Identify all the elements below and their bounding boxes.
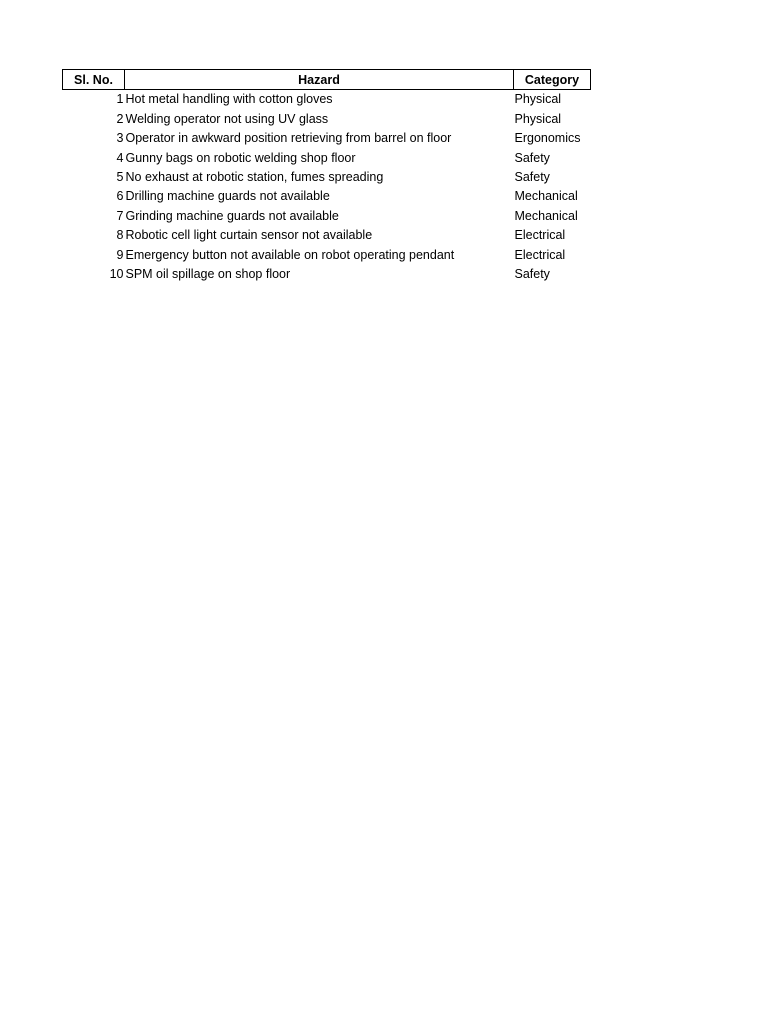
- table-row: [63, 206, 591, 225]
- cell-category: Ergonomics: [514, 131, 581, 146]
- cell-sl-no: 3: [116, 131, 124, 146]
- cell-hazard: Operator in awkward position retrieving from barrel on floor: [125, 131, 452, 146]
- cell-sl-no: 9: [116, 247, 124, 262]
- cell-category: Physical: [514, 111, 562, 126]
- cell-category: Mechanical: [514, 189, 578, 204]
- header-sl-no: Sl. No.: [63, 70, 125, 90]
- cell-hazard: Hot metal handling with cotton gloves: [125, 92, 333, 107]
- cell-hazard: Robotic cell light curtain sensor not available: [125, 228, 373, 243]
- hazard-table: [62, 69, 591, 284]
- table-row: [63, 265, 591, 284]
- cell-category: Safety: [514, 150, 550, 165]
- cell-sl-no: 5: [116, 169, 124, 184]
- cell-category: Electrical: [514, 247, 566, 262]
- cell-category: Safety: [514, 169, 550, 184]
- cell-category: Physical: [514, 92, 562, 107]
- cell-sl-no: 7: [116, 208, 124, 223]
- cell-hazard: Gunny bags on robotic welding shop floor: [125, 150, 356, 165]
- table-row: [63, 168, 591, 187]
- cell-sl-no: 1: [116, 92, 124, 107]
- table-row: [63, 187, 591, 206]
- cell-sl-no: 10: [109, 266, 124, 281]
- cell-sl-no: 2: [116, 111, 124, 126]
- cell-hazard: SPM oil spillage on shop floor: [125, 266, 291, 281]
- cell-sl-no: 4: [116, 150, 124, 165]
- cell-hazard: Welding operator not using UV glass: [125, 111, 329, 126]
- table-row: [63, 109, 591, 128]
- table-row: [63, 90, 591, 110]
- cell-sl-no: 6: [116, 189, 124, 204]
- cell-sl-no: 8: [116, 228, 124, 243]
- header-row: [63, 70, 591, 90]
- cell-hazard: No exhaust at robotic station, fumes spreading: [125, 169, 384, 184]
- table-row: [63, 226, 591, 245]
- cell-hazard: Drilling machine guards not available: [125, 189, 330, 204]
- header-category: Category: [514, 70, 591, 90]
- table-row: [63, 148, 591, 167]
- table-row: [63, 129, 591, 148]
- cell-hazard: Grinding machine guards not available: [125, 208, 339, 223]
- table-row: [63, 245, 591, 264]
- cell-hazard: Emergency button not available on robot operating pendant: [125, 247, 455, 262]
- cell-category: Electrical: [514, 228, 566, 243]
- header-hazard: Hazard: [125, 70, 514, 90]
- hazard-sheet: [62, 69, 591, 284]
- cell-category: Mechanical: [514, 208, 578, 223]
- cell-category: Safety: [514, 266, 550, 281]
